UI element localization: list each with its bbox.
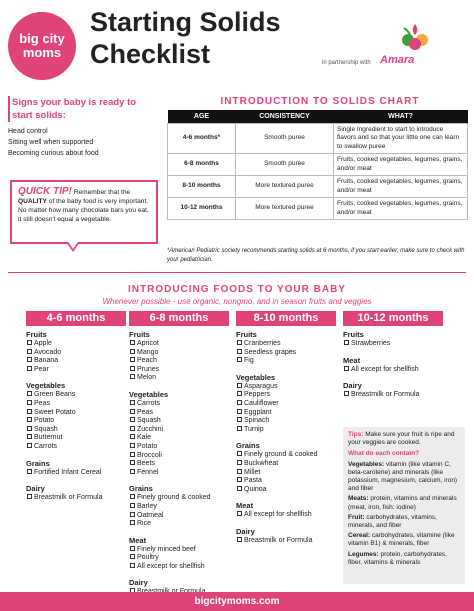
- column-heading: 6-8 months: [129, 311, 229, 326]
- food-item: [26, 366, 126, 375]
- table-header-row: [168, 110, 468, 123]
- food-category: Grains: [26, 458, 50, 468]
- checkbox[interactable]: [27, 426, 32, 431]
- header-consistency: CONSISTENCY: [236, 110, 334, 123]
- food-category: Dairy: [236, 526, 255, 536]
- food-item: [236, 426, 336, 435]
- food-category: Fruits: [26, 330, 47, 339]
- food-item-label: Poultry: [137, 554, 159, 562]
- tips-intro-text: Make sure your fruit is ripe and your veggies are cooked.: [348, 431, 455, 447]
- food-item-label: Apricot: [137, 340, 159, 347]
- quick-tip-box: [10, 180, 158, 244]
- food-item-label: Beets: [137, 460, 155, 468]
- column-heading: 10-12 months: [343, 311, 443, 326]
- tips-entry-desc: protein, carbohydrates, fiber, vitamins & minerals: [348, 550, 447, 566]
- food-item-label: Pear: [34, 365, 49, 373]
- food-item-label: Fig: [244, 357, 254, 365]
- food-item-label: All except for shellfish: [351, 365, 419, 373]
- food-item: [129, 563, 229, 572]
- chart-footnote: *American Pediatric society recommends starting solids at 6 months, if you start earlier, make sure to check with your pediatrician.: [167, 248, 465, 263]
- row-consistency: Smooth puree: [236, 123, 334, 154]
- food-item-label: Pasta: [244, 477, 262, 485]
- row-what: Fruits, cooked vegetables, legumes, grains, and/or meat: [334, 154, 468, 176]
- checkbox[interactable]: [27, 494, 32, 499]
- tips-entry-term: Vegetables:: [348, 460, 385, 468]
- checkbox[interactable]: [27, 434, 32, 439]
- food-item-label: Rice: [137, 520, 152, 528]
- food-item: [236, 511, 336, 520]
- food-item: [26, 340, 126, 349]
- quick-tip-text-after: of the baby food is very important. No matter how many chocolate bars you eat, it still doesn't equal a vegetable.: [18, 198, 149, 223]
- food-item-label: Peach: [137, 357, 157, 365]
- food-item: [129, 434, 229, 443]
- food-item: [129, 417, 229, 426]
- checkbox[interactable]: [130, 357, 135, 362]
- food-item-label: Broccoli: [137, 451, 162, 459]
- checkbox[interactable]: [130, 452, 135, 457]
- checkbox[interactable]: [130, 400, 135, 405]
- food-item: [26, 409, 126, 418]
- food-item: [129, 554, 229, 563]
- food-item: [343, 391, 443, 400]
- food-column-8-10: [236, 311, 336, 546]
- food-item: [129, 469, 229, 478]
- tips-entry: [348, 532, 460, 548]
- food-item: [343, 340, 443, 349]
- foods-title: INTRODUCING FOODS TO YOUR BABY: [128, 284, 346, 295]
- food-category: Fruits: [129, 330, 150, 339]
- checkbox[interactable]: [130, 417, 135, 422]
- food-item: [129, 400, 229, 409]
- food-item-label: Cauliflower: [244, 399, 279, 407]
- food-category: Vegetables: [26, 381, 66, 391]
- checkbox[interactable]: [130, 503, 135, 508]
- checkbox[interactable]: [130, 512, 135, 517]
- checkbox[interactable]: [130, 443, 135, 448]
- header-age: AGE: [168, 110, 236, 123]
- food-item-label: Prunes: [137, 365, 160, 373]
- food-item-label: Breastmilk or Formula: [34, 494, 103, 502]
- row-consistency: More textured puree: [236, 198, 334, 220]
- food-item-label: Potato: [34, 417, 55, 425]
- food-item: [236, 357, 336, 366]
- tips-entry-term: Meats:: [348, 495, 369, 503]
- food-item: [26, 357, 126, 366]
- checkbox[interactable]: [130, 349, 135, 354]
- checkbox[interactable]: [237, 417, 242, 422]
- tips-entry: [348, 514, 460, 530]
- food-item-label: Butternut: [34, 434, 63, 442]
- food-item: [236, 486, 336, 495]
- row-age: 6-8 months: [168, 154, 236, 176]
- food-category: Dairy: [129, 578, 148, 588]
- food-item: [129, 443, 229, 452]
- checkbox[interactable]: [237, 451, 242, 456]
- food-item-label: Fortified Infant Cereal: [34, 468, 102, 476]
- checkbox[interactable]: [27, 340, 32, 345]
- food-item-label: Asparagus: [244, 382, 278, 390]
- row-consistency: More textured puree: [236, 176, 334, 198]
- solids-chart-table: [167, 110, 468, 220]
- tips-entry: [348, 461, 460, 494]
- food-item-label: Peppers: [244, 391, 271, 399]
- food-item-label: Buckwheat: [244, 459, 279, 467]
- row-what: Fruits, cooked vegetables, legumes, grains, and/or meat: [334, 198, 468, 220]
- checkbox[interactable]: [130, 494, 135, 499]
- food-item-label: Spinach: [244, 417, 270, 425]
- food-category: Dairy: [343, 381, 362, 391]
- food-item: [236, 340, 336, 349]
- tips-entry-desc: protein, vitamins and minerals (meat, iron, fish: iodine): [348, 495, 457, 511]
- food-item: [129, 374, 229, 383]
- food-item-label: Kale: [137, 434, 152, 442]
- food-item: [236, 451, 336, 460]
- logo-line2: moms: [22, 45, 62, 60]
- food-category: Meat: [129, 535, 147, 545]
- column-heading: 8-10 months: [236, 311, 336, 326]
- food-item-label: Avocado: [34, 348, 62, 356]
- food-item-label: Barley: [137, 502, 157, 510]
- food-item: [26, 426, 126, 435]
- tips-entry: [348, 495, 460, 511]
- food-item: [129, 503, 229, 512]
- food-item-label: Breastmilk or Formula: [244, 536, 313, 544]
- row-what: Single Ingredient to start to introduce flavors and so that your little one can learn to swallow puree: [334, 123, 468, 154]
- title-line1: Starting Solids: [90, 7, 281, 37]
- food-item-label: Strawberries: [351, 340, 391, 347]
- amara-fruit-icon: [398, 22, 432, 52]
- row-age: 8-10 months: [168, 176, 236, 198]
- food-item: [26, 434, 126, 443]
- checkbox[interactable]: [130, 374, 135, 379]
- checkbox[interactable]: [237, 391, 242, 396]
- food-column-4-6: [26, 311, 126, 503]
- signs-item: Becoming curious about food: [8, 150, 99, 157]
- food-item: [236, 349, 336, 358]
- tips-entries: [348, 461, 460, 567]
- food-item: [129, 520, 229, 529]
- quick-tip-label: QUICK TIP!: [18, 186, 72, 197]
- food-item: [343, 366, 443, 375]
- food-item: [129, 546, 229, 555]
- food-column-6-8: [129, 311, 229, 597]
- checkbox[interactable]: [130, 460, 135, 465]
- checkbox[interactable]: [27, 400, 32, 405]
- checkbox[interactable]: [237, 340, 242, 345]
- checkbox[interactable]: [344, 340, 349, 345]
- food-category: Meat: [343, 355, 361, 365]
- checkbox[interactable]: [237, 477, 242, 482]
- food-item: [129, 340, 229, 349]
- food-item-label: Green Beans: [34, 391, 76, 399]
- food-item-label: Peas: [34, 399, 50, 407]
- tips-contain-heading: What do each contain?: [348, 450, 420, 458]
- food-item: [129, 366, 229, 375]
- food-item-label: Finely minced beef: [137, 545, 196, 553]
- checkbox[interactable]: [237, 349, 242, 354]
- food-item-label: Fennel: [137, 468, 159, 476]
- food-item: [236, 417, 336, 426]
- food-item-label: Zucchini: [137, 425, 164, 433]
- tips-entry-term: Legumes:: [348, 550, 379, 558]
- row-consistency: Smooth puree: [236, 154, 334, 176]
- food-item-label: Quinoa: [244, 485, 267, 493]
- food-item-label: Turnip: [244, 425, 264, 433]
- food-item-label: Apple: [34, 340, 52, 347]
- signs-item: Head control: [8, 128, 48, 135]
- header-what: WHAT?: [334, 110, 468, 123]
- checkbox[interactable]: [237, 511, 242, 516]
- checkbox[interactable]: [27, 409, 32, 414]
- food-item: [236, 537, 336, 546]
- food-category: Vegetables: [236, 372, 276, 382]
- checkbox[interactable]: [237, 460, 242, 465]
- food-category: Grains: [129, 484, 153, 494]
- checkbox[interactable]: [27, 391, 32, 396]
- tips-entry-desc: carbohydrates, vitamine (like vitamin B1) & minerals, fiber: [348, 532, 455, 548]
- food-item-label: Banana: [34, 357, 59, 365]
- checkbox[interactable]: [130, 426, 135, 431]
- checkbox[interactable]: [130, 554, 135, 559]
- food-item: [129, 409, 229, 418]
- checkbox[interactable]: [130, 434, 135, 439]
- row-what: Fruits, cooked vegetables, legumes, grains, and/or meat: [334, 176, 468, 198]
- checkbox[interactable]: [27, 357, 32, 362]
- row-age: 4-6 months*: [168, 123, 236, 154]
- food-item-label: Carrots: [34, 442, 57, 450]
- section-divider: [8, 272, 466, 273]
- checkbox[interactable]: [237, 469, 242, 474]
- food-item: [236, 469, 336, 478]
- checkbox[interactable]: [237, 537, 242, 542]
- checkbox[interactable]: [237, 426, 242, 431]
- tips-label: Tips:: [348, 431, 364, 438]
- food-item: [26, 417, 126, 426]
- food-category: Fruits: [236, 330, 257, 339]
- food-item: [26, 391, 126, 400]
- tips-entry-term: Fruit:: [348, 513, 365, 521]
- checkbox[interactable]: [27, 443, 32, 448]
- table-row: [168, 176, 468, 198]
- food-category: Dairy: [26, 484, 45, 494]
- checkbox[interactable]: [130, 366, 135, 371]
- row-age: 10-12 months: [168, 198, 236, 220]
- food-item: [236, 400, 336, 409]
- food-item: [236, 383, 336, 392]
- checkbox[interactable]: [130, 546, 135, 551]
- food-item: [236, 477, 336, 486]
- food-category: Meat: [236, 501, 254, 511]
- food-item-label: Millet: [244, 468, 261, 476]
- food-item-label: Squash: [34, 425, 58, 433]
- food-item-label: Melon: [137, 374, 157, 382]
- checkbox[interactable]: [237, 383, 242, 388]
- signs-section: [8, 96, 158, 159]
- food-item: [129, 426, 229, 435]
- food-item-label: All except for shellfish: [244, 511, 312, 519]
- signs-heading: Signs your baby is ready to start solids:: [8, 96, 158, 122]
- food-item: [129, 452, 229, 461]
- checkbox[interactable]: [130, 469, 135, 474]
- checkbox[interactable]: [344, 366, 349, 371]
- food-item: [129, 349, 229, 358]
- title-line2: Checklist: [90, 39, 211, 69]
- table-row: [168, 123, 468, 154]
- food-item-label: Squash: [137, 417, 161, 425]
- food-category: Grains: [236, 441, 260, 451]
- food-item-label: Carrots: [137, 399, 160, 407]
- table-row: [168, 154, 468, 176]
- food-item-label: Finely ground & cooked: [244, 451, 318, 459]
- foods-subtitle: Whenever possible - use organic, nongmo, and in season fruits and veggies: [102, 297, 372, 306]
- tips-intro: [348, 431, 460, 447]
- checkbox[interactable]: [27, 417, 32, 422]
- food-item-label: Oatmeal: [137, 511, 164, 519]
- chart-title: INTRODUCTION TO SOLIDS CHART: [220, 96, 420, 107]
- quick-tip-pointer-inner: [68, 242, 78, 249]
- tips-box: [343, 427, 465, 584]
- checkbox[interactable]: [27, 366, 32, 371]
- food-item: [129, 494, 229, 503]
- checkbox[interactable]: [237, 409, 242, 414]
- tips-entry: [348, 551, 460, 567]
- checkbox[interactable]: [27, 469, 32, 474]
- tips-entry-desc: carbohydrates, vitamins, minerals, and fiber: [348, 513, 437, 530]
- page-title: [90, 6, 281, 70]
- food-item: [236, 460, 336, 469]
- checkbox[interactable]: [130, 520, 135, 525]
- table-row: [168, 198, 468, 220]
- checkbox[interactable]: [130, 340, 135, 345]
- checkbox[interactable]: [344, 391, 349, 396]
- food-item: [129, 357, 229, 366]
- checkbox[interactable]: [27, 349, 32, 354]
- food-item: [236, 409, 336, 418]
- food-item: [26, 469, 126, 478]
- checkbox[interactable]: [237, 400, 242, 405]
- food-item-label: Mango: [137, 348, 159, 356]
- column-heading: 4-6 months: [26, 311, 126, 326]
- food-item: [26, 443, 126, 452]
- logo-line1: big city: [19, 31, 65, 46]
- amara-logo: Amara: [380, 54, 415, 66]
- food-item-label: Breastmilk or Formula: [351, 391, 420, 399]
- food-item: [26, 349, 126, 358]
- food-category: Vegetables: [129, 389, 169, 399]
- checkbox[interactable]: [130, 563, 135, 568]
- food-item-label: Finely ground & cooked: [137, 494, 211, 502]
- tips-entry-desc: vitamin (like vitamin C, beta-carotene) and minerals (like potassium, magnesium, calcium, iron) and fiber: [348, 460, 458, 493]
- food-item: [236, 391, 336, 400]
- checkbox[interactable]: [237, 486, 242, 491]
- tips-entry-term: Cereal:: [348, 532, 371, 540]
- food-item-label: Eggplant: [244, 408, 272, 416]
- food-item: [129, 512, 229, 521]
- signs-list: [8, 126, 158, 159]
- food-item: [26, 494, 126, 503]
- food-item-label: Cranberries: [244, 340, 281, 347]
- big-city-moms-logo: [8, 12, 76, 80]
- signs-item: Sitting well when supported: [8, 139, 94, 146]
- food-column-10-12: [343, 311, 443, 400]
- food-item: [129, 460, 229, 469]
- food-item-label: Peas: [137, 408, 153, 416]
- food-item-label: Seedless grapes: [244, 348, 297, 356]
- partner-text: in partnership with: [322, 60, 371, 66]
- food-category: Fruits: [343, 330, 364, 339]
- food-item-label: Sweet Potato: [34, 408, 76, 416]
- food-item-label: Potato: [137, 442, 158, 450]
- checkbox[interactable]: [130, 409, 135, 414]
- footer: bigcitymoms.com: [0, 592, 474, 611]
- quick-tip-highlight: QUALITY: [18, 198, 47, 205]
- food-item: [26, 400, 126, 409]
- quick-tip-text-before: Remember that the: [71, 189, 131, 196]
- food-item-label: All except for shellfish: [137, 562, 205, 570]
- checkbox[interactable]: [237, 357, 242, 362]
